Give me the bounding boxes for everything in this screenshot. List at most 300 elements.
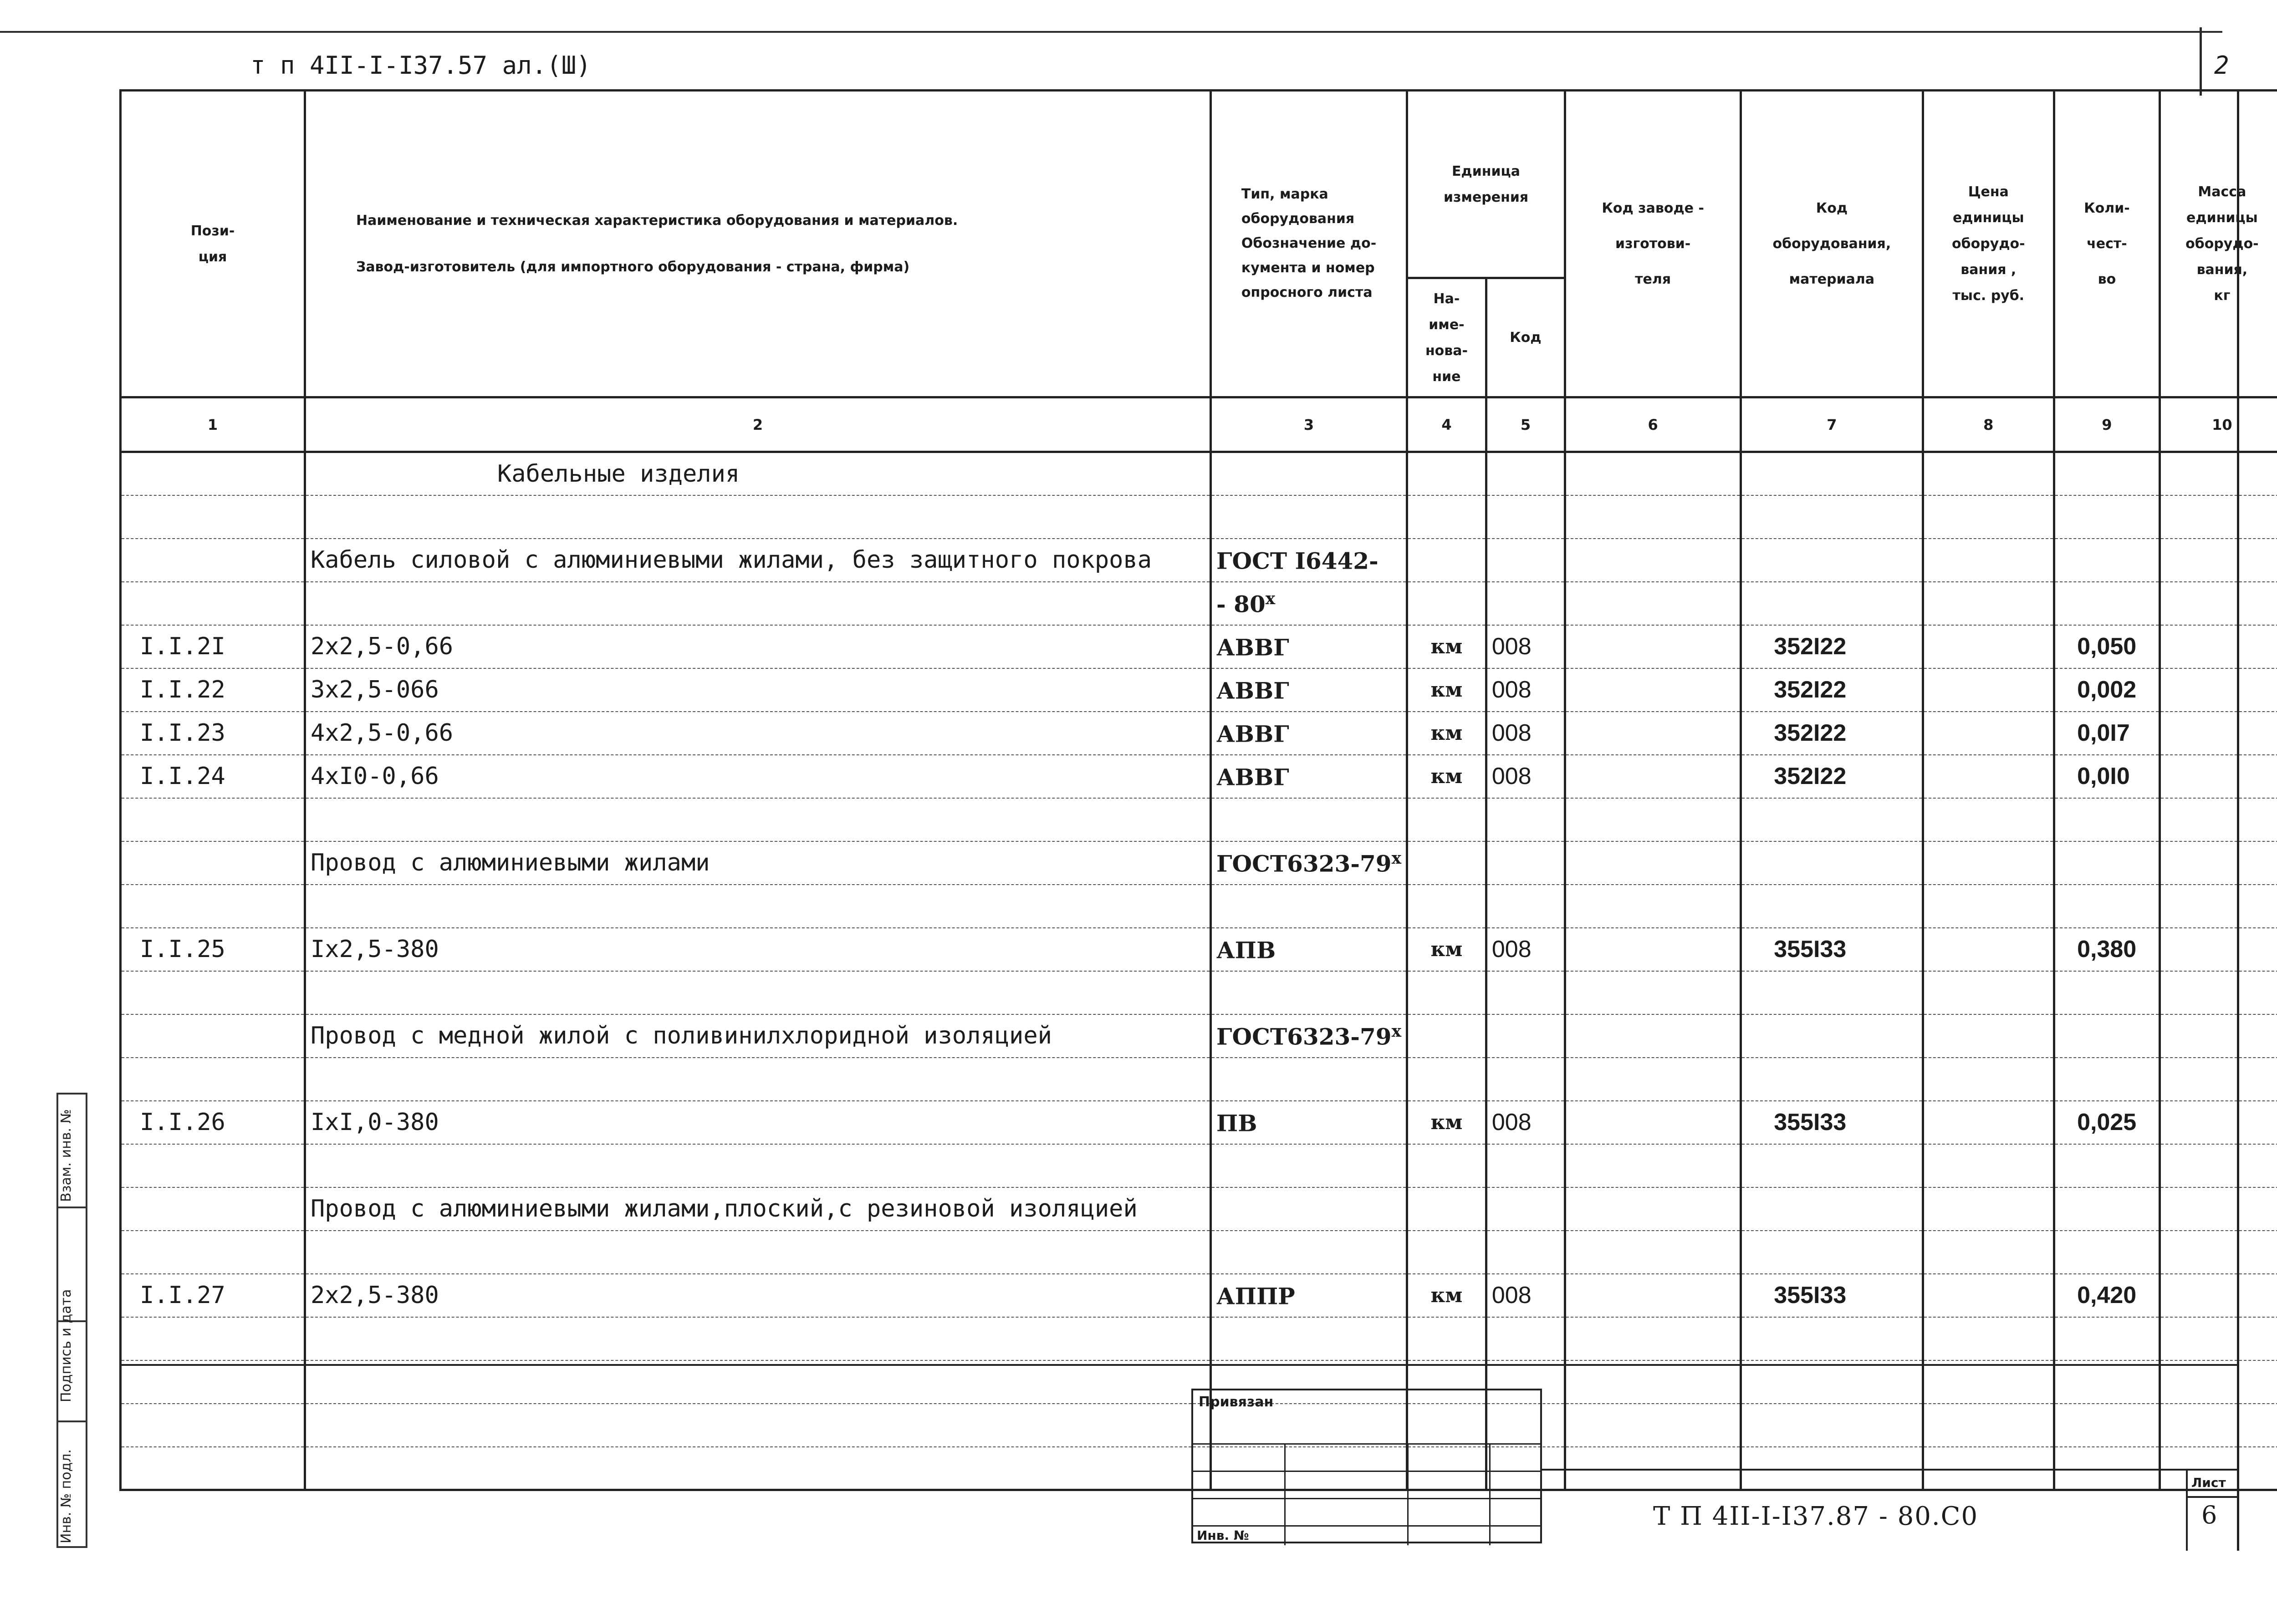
cell-mass [2160, 971, 2277, 1014]
cell-type-mark [1211, 1101, 1407, 1144]
cell-manufacturer-code [1565, 452, 1741, 495]
cell-quantity [2054, 1231, 2160, 1274]
cell-material-code [1741, 712, 1923, 755]
cell-position [121, 755, 305, 798]
cell-type-mark [1211, 885, 1407, 928]
cell-material-code [1741, 495, 1923, 539]
cell-price [1923, 1144, 2054, 1187]
cell-unit-code [1486, 582, 1565, 625]
cell-position [121, 841, 305, 885]
unit-name: км [1430, 1110, 1463, 1134]
cell-price [1923, 885, 2054, 928]
cell-name [305, 1404, 1211, 1447]
cell-type-mark [1211, 452, 1407, 495]
cell-manufacturer-code [1565, 885, 1741, 928]
unit-code: 008 [1491, 720, 1532, 746]
table-row [121, 1231, 2277, 1274]
item-description: Кабель силовой с алюминиевыми жилами, без защитного покрова [311, 546, 1152, 574]
type-mark: АПВ [1216, 937, 1276, 964]
cell-unit-code [1486, 1274, 1565, 1317]
cell-price [1923, 582, 2054, 625]
stamp-line [1284, 1443, 1286, 1545]
cell-position [121, 625, 305, 668]
cell-material-code [1741, 798, 1923, 841]
cell-name [305, 452, 1211, 495]
attachment-stamp-title: Привязан [1199, 1394, 1274, 1410]
cell-mass [2160, 1317, 2277, 1360]
item-description: 2x2,5-380 [311, 1282, 439, 1309]
cell-manufacturer-code [1565, 1058, 1741, 1101]
cell-unit-name [1407, 668, 1486, 712]
cell-position [121, 1404, 305, 1447]
cell-unit-name [1407, 841, 1486, 885]
stamp-line [1489, 1443, 1491, 1545]
cell-unit-code [1486, 971, 1565, 1014]
cell-mass [2160, 885, 2277, 928]
cell-price [1923, 1274, 2054, 1317]
sheet-box [2186, 1469, 2237, 1551]
cell-unit-code [1486, 668, 1565, 712]
unit-code: 008 [1491, 677, 1532, 703]
position-code: I.I.26 [140, 1109, 225, 1136]
type-mark: АВВГ [1216, 720, 1289, 748]
cell-price [1923, 1360, 2054, 1404]
cell-position [121, 928, 305, 971]
position-code: I.I.22 [140, 676, 225, 703]
cell-quantity [2054, 712, 2160, 755]
item-description: 3x2,5-066 [311, 676, 439, 703]
title-block-rule [1542, 1469, 2237, 1471]
cell-type-mark [1211, 1317, 1407, 1360]
col-header-quantity: Коли- чест- во [2054, 91, 2160, 397]
cell-quantity [2054, 1187, 2160, 1231]
cell-price [1923, 625, 2054, 668]
cell-material-code [1741, 1360, 1923, 1404]
cell-name [305, 668, 1211, 712]
cell-type-mark [1211, 1187, 1407, 1231]
cell-name [305, 1101, 1211, 1144]
column-number-row [121, 397, 2277, 452]
cell-position [121, 1187, 305, 1231]
cell-manufacturer-code [1565, 625, 1741, 668]
table-row [121, 1144, 2277, 1187]
unit-code: 008 [1491, 936, 1532, 962]
attachment-stamp [1191, 1389, 1542, 1543]
cell-price [1923, 1447, 2054, 1490]
quantity: 0,380 [2077, 936, 2137, 962]
col-header-manufacturer-code: Код заводе - изготови- теля [1565, 91, 1741, 397]
cell-type-mark [1211, 539, 1407, 582]
quantity: 0,0I7 [2077, 720, 2130, 746]
unit-name: км [1430, 1283, 1463, 1307]
cell-mass [2160, 582, 2277, 625]
cell-material-code [1741, 841, 1923, 885]
cell-name [305, 582, 1211, 625]
table-row [121, 625, 2277, 668]
cell-mass [2160, 798, 2277, 841]
cell-name [305, 885, 1211, 928]
cell-name [305, 755, 1211, 798]
cell-position [121, 1317, 305, 1360]
table-row [121, 668, 2277, 712]
material-code: 352I22 [1774, 720, 1847, 746]
cell-unit-name [1407, 971, 1486, 1014]
cell-unit-code [1486, 1231, 1565, 1274]
cell-material-code [1741, 755, 1923, 798]
cell-name [305, 1058, 1211, 1101]
cell-mass [2160, 1360, 2277, 1404]
cell-type-mark [1211, 1014, 1407, 1058]
cell-manufacturer-code [1565, 1447, 1741, 1490]
table-row [121, 452, 2277, 495]
cell-type-mark [1211, 928, 1407, 971]
cell-mass [2160, 712, 2277, 755]
cell-name [305, 1274, 1211, 1317]
cell-quantity [2054, 668, 2160, 712]
cell-name [305, 539, 1211, 582]
unit-name: км [1430, 635, 1463, 658]
cell-price [1923, 971, 2054, 1014]
cell-type-mark [1211, 798, 1407, 841]
material-code: 352I22 [1774, 633, 1847, 660]
table-row [121, 1317, 2277, 1360]
side-stamp-divider [56, 1420, 87, 1422]
cell-mass [2160, 1101, 2277, 1144]
cell-unit-code [1486, 1058, 1565, 1101]
cell-material-code [1741, 1317, 1923, 1360]
cell-unit-code [1486, 1144, 1565, 1187]
item-description: 4x2,5-0,66 [311, 719, 454, 747]
cell-position [121, 1014, 305, 1058]
position-code: I.I.2I [140, 633, 225, 660]
cell-position [121, 539, 305, 582]
cell-price [1923, 1058, 2054, 1101]
item-description: IxI,0-380 [311, 1109, 439, 1136]
material-code: 352I22 [1774, 763, 1847, 789]
document-code-top: т п 4II-I-I37.57 ал.(Ш) [250, 51, 591, 80]
cell-price [1923, 1317, 2054, 1360]
cell-unit-code [1486, 712, 1565, 755]
col-num-6: 6 [1565, 397, 1741, 452]
cell-material-code [1741, 668, 1923, 712]
cell-name [305, 1014, 1211, 1058]
cell-manufacturer-code [1565, 582, 1741, 625]
cell-quantity [2054, 1144, 2160, 1187]
frame-bottom-edge [119, 1364, 2237, 1366]
table-row [121, 539, 2277, 582]
col-num-8: 8 [1923, 397, 2054, 452]
cell-mass [2160, 1144, 2277, 1187]
cell-price [1923, 1014, 2054, 1058]
table-row [121, 798, 2277, 841]
side-stamp-signature-date: Подпись и дата [58, 1289, 74, 1402]
cell-material-code [1741, 1274, 1923, 1317]
cell-name [305, 1360, 1211, 1404]
cell-name [305, 712, 1211, 755]
position-code: I.I.25 [140, 936, 225, 963]
cell-quantity [2054, 971, 2160, 1014]
cell-unit-code [1486, 625, 1565, 668]
cell-material-code [1741, 1187, 1923, 1231]
cell-type-mark [1211, 755, 1407, 798]
cell-unit-name [1407, 1014, 1486, 1058]
col-num-3: 3 [1211, 397, 1407, 452]
sheet-divider [2188, 1496, 2237, 1498]
col-header-material-code: Код оборудования, материала [1741, 91, 1923, 397]
cell-material-code [1741, 1144, 1923, 1187]
cell-type-mark [1211, 625, 1407, 668]
cell-mass [2160, 1404, 2277, 1447]
col-num-5: 5 [1486, 397, 1565, 452]
cell-material-code [1741, 1404, 1923, 1447]
cell-mass [2160, 755, 2277, 798]
cell-unit-code [1486, 841, 1565, 885]
cell-quantity [2054, 1014, 2160, 1058]
cell-quantity [2054, 1317, 2160, 1360]
cell-mass [2160, 668, 2277, 712]
unit-code: 008 [1491, 763, 1532, 789]
cell-type-mark [1211, 712, 1407, 755]
table-row [121, 971, 2277, 1014]
frame-right-edge [2237, 89, 2239, 1551]
col-header-position: Пози- ция [121, 91, 305, 397]
type-mark: АВВГ [1216, 764, 1289, 791]
cell-manufacturer-code [1565, 1187, 1741, 1231]
cell-manufacturer-code [1565, 841, 1741, 885]
unit-name: км [1430, 937, 1463, 961]
cell-name [305, 798, 1211, 841]
item-description: Провод с медной жилой с поливинилхлоридной изоляцией [311, 1022, 1052, 1049]
cell-position [121, 885, 305, 928]
cell-price [1923, 1404, 2054, 1447]
cell-manufacturer-code [1565, 1317, 1741, 1360]
table-row [121, 755, 2277, 798]
cell-quantity [2054, 928, 2160, 971]
cell-type-mark [1211, 495, 1407, 539]
cell-material-code [1741, 1101, 1923, 1144]
cell-unit-code [1486, 495, 1565, 539]
type-mark: ГОСТ I6442- [1216, 547, 1378, 575]
cell-price [1923, 1187, 2054, 1231]
item-description: Провод с алюминиевыми жилами [311, 849, 710, 876]
mark-superscript: x [1391, 1021, 1402, 1041]
cell-unit-name [1407, 495, 1486, 539]
cell-mass [2160, 625, 2277, 668]
table-row [121, 1014, 2277, 1058]
cell-unit-name [1407, 1101, 1486, 1144]
top-rule [0, 31, 2222, 33]
cell-quantity [2054, 1058, 2160, 1101]
cell-manufacturer-code [1565, 1101, 1741, 1144]
section-heading: Кабельные изделия [497, 460, 740, 488]
item-description: Провод с алюминиевыми жилами,плоский,с резиновой изоляцией [311, 1195, 1138, 1222]
cell-material-code [1741, 1447, 1923, 1490]
cell-position [121, 452, 305, 495]
cell-unit-name [1407, 1274, 1486, 1317]
cell-price [1923, 495, 2054, 539]
cell-mass [2160, 539, 2277, 582]
cell-unit-code [1486, 885, 1565, 928]
cell-name [305, 1447, 1211, 1490]
cell-quantity [2054, 1447, 2160, 1490]
type-mark: АВВГ [1216, 677, 1289, 704]
cell-quantity [2054, 452, 2160, 495]
side-stamp-inv-podl: Инв. № подл. [58, 1449, 74, 1543]
table-row [121, 1058, 2277, 1101]
cell-unit-name [1407, 885, 1486, 928]
table-row [121, 928, 2277, 971]
item-description: 4xI0-0,66 [311, 763, 439, 790]
corner-number: 2 [2214, 51, 2229, 80]
cell-position [121, 1447, 305, 1490]
col-num-4: 4 [1407, 397, 1486, 452]
cell-manufacturer-code [1565, 971, 1741, 1014]
cell-unit-name [1407, 1317, 1486, 1360]
cell-unit-name [1407, 452, 1486, 495]
type-mark: АППР [1216, 1283, 1295, 1310]
cell-price [1923, 1231, 2054, 1274]
quantity: 0,050 [2077, 633, 2137, 660]
cell-position [121, 1274, 305, 1317]
cell-unit-name [1407, 928, 1486, 971]
unit-name: км [1430, 764, 1463, 788]
cell-quantity [2054, 1360, 2160, 1404]
cell-unit-code [1486, 1187, 1565, 1231]
cell-unit-name [1407, 712, 1486, 755]
unit-name: км [1430, 721, 1463, 745]
cell-price [1923, 841, 2054, 885]
material-code: 355I33 [1774, 1282, 1847, 1308]
cell-mass [2160, 1187, 2277, 1231]
col-header-unit-name: На- име- нова- ние [1407, 278, 1486, 397]
cell-material-code [1741, 971, 1923, 1014]
cell-quantity [2054, 1101, 2160, 1144]
cell-quantity [2054, 1274, 2160, 1317]
cell-price [1923, 539, 2054, 582]
cell-quantity [2054, 582, 2160, 625]
cell-material-code [1741, 1058, 1923, 1101]
cell-manufacturer-code [1565, 1014, 1741, 1058]
table-row [121, 495, 2277, 539]
cell-quantity [2054, 1404, 2160, 1447]
cell-mass [2160, 841, 2277, 885]
cell-quantity [2054, 885, 2160, 928]
cell-price [1923, 928, 2054, 971]
cell-position [121, 582, 305, 625]
cell-position [121, 495, 305, 539]
type-mark: - 80 [1216, 591, 1266, 618]
col-header-name: Наименование и техническая характеристика оборудования и материалов. Завод-изготовитель (для импортного оборудования - страна, фирма) [305, 91, 1211, 397]
cell-manufacturer-code [1565, 928, 1741, 971]
corner-divider [2200, 27, 2202, 96]
quantity: 0,420 [2077, 1282, 2137, 1308]
cell-unit-code [1486, 1101, 1565, 1144]
cell-price [1923, 668, 2054, 712]
mark-superscript: x [1265, 589, 1276, 608]
cell-position [121, 668, 305, 712]
col-num-9: 9 [2054, 397, 2160, 452]
table-row [121, 712, 2277, 755]
col-header-unit-group: Единица измерения [1407, 91, 1565, 278]
cell-manufacturer-code [1565, 755, 1741, 798]
cell-unit-code [1486, 1014, 1565, 1058]
cell-position [121, 971, 305, 1014]
cell-mass [2160, 1274, 2277, 1317]
item-description: 2x2,5-0,66 [311, 633, 454, 660]
cell-quantity [2054, 798, 2160, 841]
col-header-mass: Масса единицы оборудо- вания, кг [2160, 91, 2277, 397]
cell-price [1923, 1101, 2054, 1144]
cell-material-code [1741, 539, 1923, 582]
table-row [121, 1101, 2277, 1144]
col-num-7: 7 [1741, 397, 1923, 452]
cell-unit-name [1407, 539, 1486, 582]
mark-superscript: x [1391, 848, 1402, 868]
cell-mass [2160, 928, 2277, 971]
cell-name [305, 1187, 1211, 1231]
col-num-10: 10 [2160, 397, 2277, 452]
cell-unit-code [1486, 755, 1565, 798]
table-row [121, 1187, 2277, 1231]
cell-name [305, 1231, 1211, 1274]
stamp-inventory-label: Инв. № [1197, 1528, 1249, 1543]
unit-code: 008 [1491, 1109, 1532, 1135]
cell-manufacturer-code [1565, 1404, 1741, 1447]
cell-position [121, 1101, 305, 1144]
cell-type-mark [1211, 971, 1407, 1014]
type-mark: ПВ [1216, 1110, 1257, 1137]
unit-code: 008 [1491, 1282, 1532, 1308]
col-header-price: Цена единицы оборудо- вания , тыс. руб. [1923, 91, 2054, 397]
cell-material-code [1741, 452, 1923, 495]
side-stamp-vzam-inv: Взам. инв. № [58, 1109, 74, 1202]
sheet-number: 6 [2201, 1501, 2217, 1529]
cell-type-mark [1211, 1274, 1407, 1317]
cell-unit-name [1407, 798, 1486, 841]
table-row [121, 1274, 2277, 1317]
material-code: 352I22 [1774, 677, 1847, 703]
quantity: 0,025 [2077, 1109, 2137, 1135]
cell-manufacturer-code [1565, 712, 1741, 755]
material-code: 355I33 [1774, 936, 1847, 962]
cell-manufacturer-code [1565, 1274, 1741, 1317]
col-header-unit-code: Код [1486, 278, 1565, 397]
cell-material-code [1741, 582, 1923, 625]
cell-name [305, 841, 1211, 885]
cell-unit-name [1407, 582, 1486, 625]
cell-position [121, 1360, 305, 1404]
cell-material-code [1741, 1014, 1923, 1058]
unit-code: 008 [1491, 633, 1532, 660]
cell-name [305, 495, 1211, 539]
cell-price [1923, 755, 2054, 798]
cell-manufacturer-code [1565, 495, 1741, 539]
cell-unit-code [1486, 1317, 1565, 1360]
position-code: I.I.23 [140, 719, 225, 747]
cell-type-mark [1211, 1058, 1407, 1101]
cell-manufacturer-code [1565, 539, 1741, 582]
cell-unit-code [1486, 452, 1565, 495]
cell-quantity [2054, 539, 2160, 582]
cell-unit-name [1407, 1231, 1486, 1274]
cell-material-code [1741, 928, 1923, 971]
cell-quantity [2054, 755, 2160, 798]
side-stamp-divider [56, 1207, 87, 1208]
cell-mass [2160, 1058, 2277, 1101]
cell-price [1923, 452, 2054, 495]
table-row [121, 885, 2277, 928]
cell-mass [2160, 495, 2277, 539]
